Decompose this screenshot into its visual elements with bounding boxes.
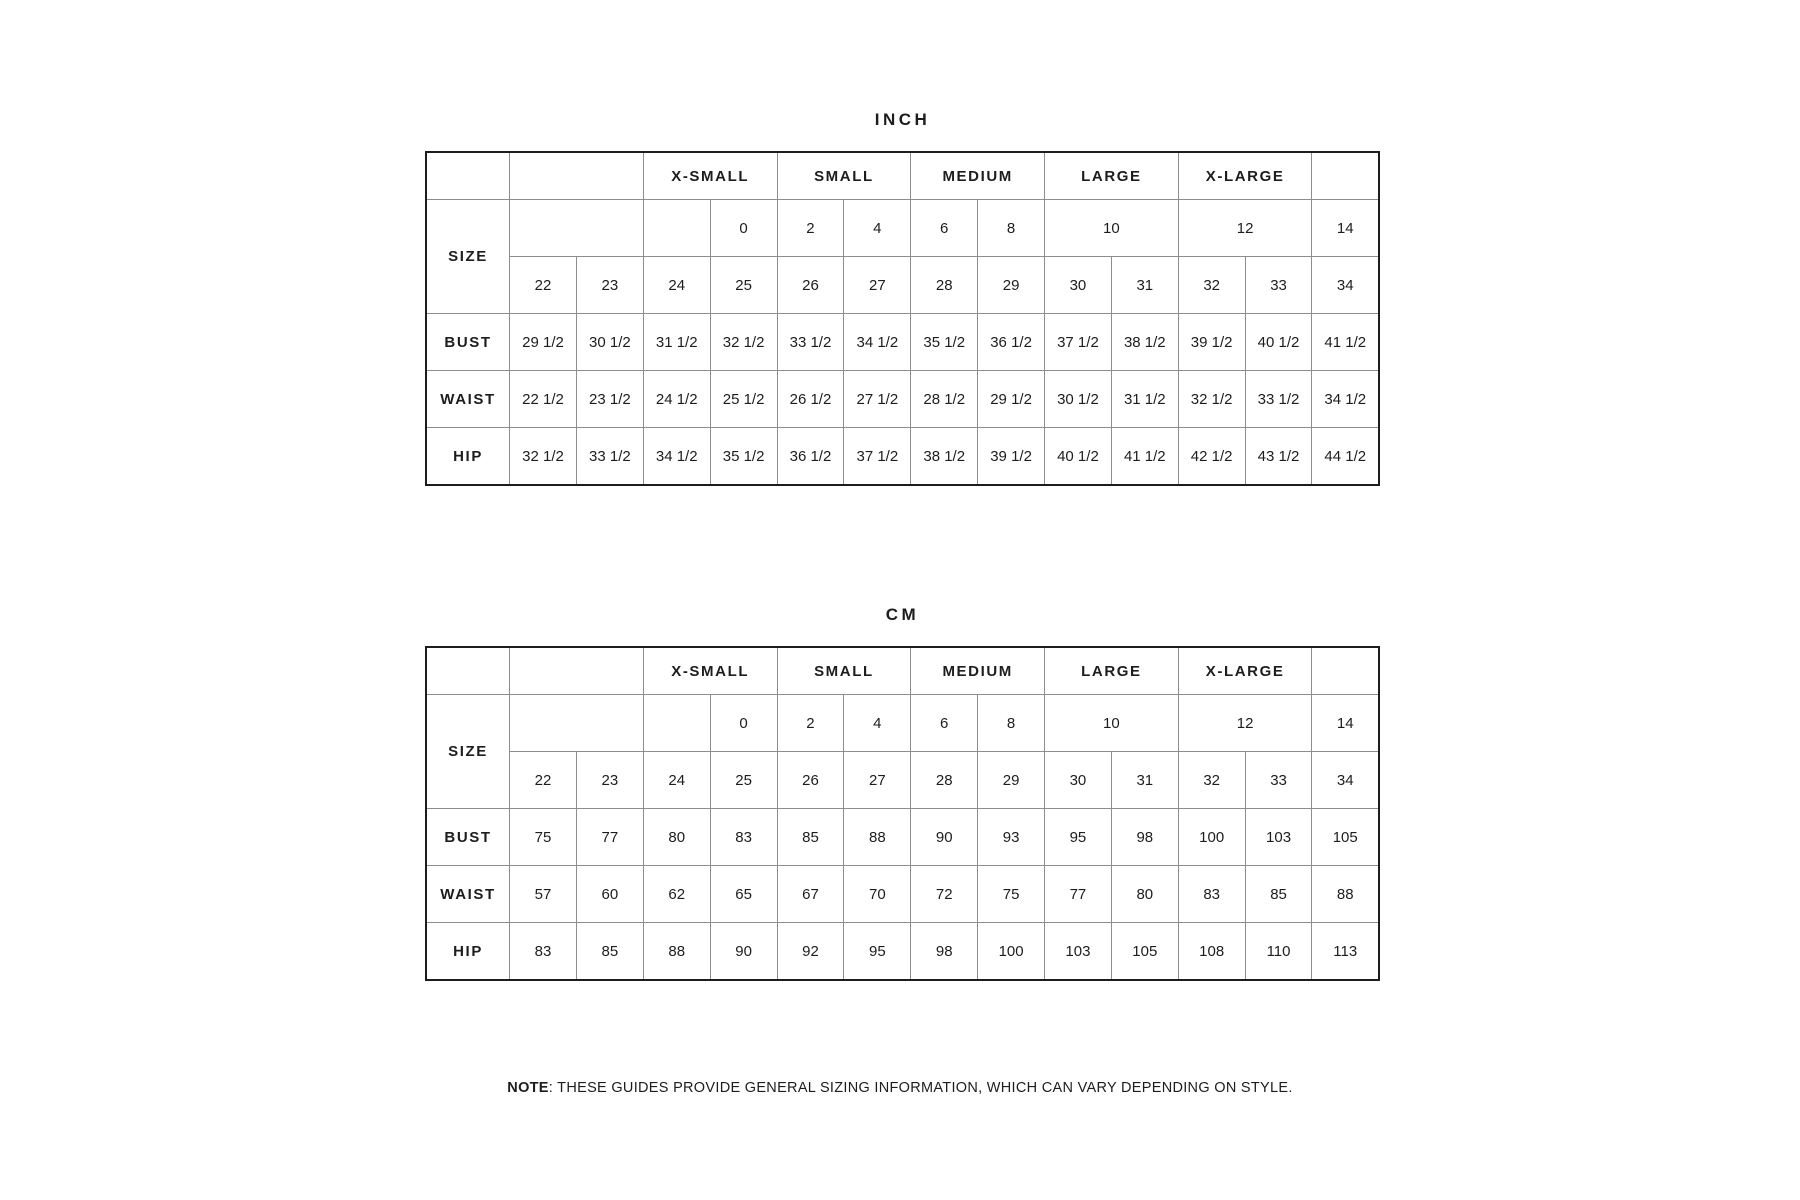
table-row	[426, 923, 1379, 981]
numeric-size-cell: 22	[510, 257, 577, 314]
numeric-size-cell: 32	[1178, 752, 1245, 809]
measure-cell: 33 1/2	[777, 314, 844, 371]
measure-cell: 34 1/2	[844, 314, 911, 371]
measure-cell: 44 1/2	[1312, 428, 1379, 486]
measure-cell: 41 1/2	[1111, 428, 1178, 486]
numeric-size-cell: 26	[777, 752, 844, 809]
group-header-trailing-blank	[1312, 647, 1379, 695]
measure-cell: 29 1/2	[978, 371, 1045, 428]
us-size-cell: 2	[777, 200, 844, 257]
measure-cell: 43 1/2	[1245, 428, 1312, 486]
measure-cell: 98	[911, 923, 978, 981]
measure-cell: 22 1/2	[510, 371, 577, 428]
row-label-hip: HIP	[426, 428, 510, 486]
measure-cell: 75	[978, 866, 1045, 923]
us-size-cell: 0	[710, 695, 777, 752]
measure-cell: 42 1/2	[1178, 428, 1245, 486]
inch-size-chart	[425, 110, 1380, 486]
numeric-size-cell: 33	[1245, 752, 1312, 809]
group-header-medium: MEDIUM	[911, 647, 1045, 695]
measure-cell: 28 1/2	[911, 371, 978, 428]
row-label-size: SIZE	[426, 200, 510, 314]
numeric-size-cell: 33	[1245, 257, 1312, 314]
corner-cell	[426, 152, 510, 200]
us-size-cell: 10	[1045, 695, 1179, 752]
group-header-xlarge: X-LARGE	[1178, 647, 1312, 695]
us-size-cell: 14	[1312, 200, 1379, 257]
measure-cell: 72	[911, 866, 978, 923]
measure-cell: 25 1/2	[710, 371, 777, 428]
measure-cell: 32 1/2	[710, 314, 777, 371]
group-header-blank	[510, 152, 644, 200]
numeric-size-cell: 32	[1178, 257, 1245, 314]
measure-cell: 29 1/2	[510, 314, 577, 371]
group-header-medium: MEDIUM	[911, 152, 1045, 200]
measure-cell: 38 1/2	[1111, 314, 1178, 371]
inch-chart-title: INCH	[874, 110, 931, 129]
measure-cell: 31 1/2	[1111, 371, 1178, 428]
numeric-size-cell: 31	[1111, 257, 1178, 314]
table-row	[426, 257, 1379, 314]
measure-cell: 110	[1245, 923, 1312, 981]
measure-cell: 103	[1045, 923, 1112, 981]
group-header-xsmall: X-SMALL	[643, 647, 777, 695]
measure-cell: 40 1/2	[1245, 314, 1312, 371]
measure-cell: 36 1/2	[978, 314, 1045, 371]
measure-cell: 105	[1111, 923, 1178, 981]
measure-cell: 90	[710, 923, 777, 981]
numeric-size-cell: 26	[777, 257, 844, 314]
numeric-size-cell: 27	[844, 752, 911, 809]
us-size-cell: 8	[978, 200, 1045, 257]
row-label-size: SIZE	[426, 695, 510, 809]
group-header-large: LARGE	[1045, 152, 1179, 200]
measure-cell: 30 1/2	[1045, 371, 1112, 428]
us-size-cell: 10	[1045, 200, 1179, 257]
us-size-cell: 2	[777, 695, 844, 752]
measure-cell: 77	[576, 809, 643, 866]
measure-cell: 39 1/2	[978, 428, 1045, 486]
measure-cell: 85	[1245, 866, 1312, 923]
group-header-xsmall: X-SMALL	[643, 152, 777, 200]
measure-cell: 39 1/2	[1178, 314, 1245, 371]
us-size-cell: 4	[844, 200, 911, 257]
measure-cell: 105	[1312, 809, 1379, 866]
numeric-size-cell: 23	[576, 257, 643, 314]
corner-cell	[426, 647, 510, 695]
us-size-cell: 12	[1178, 695, 1312, 752]
measure-cell: 65	[710, 866, 777, 923]
measure-cell: 35 1/2	[710, 428, 777, 486]
table-row	[426, 314, 1379, 371]
group-header-small: SMALL	[777, 647, 911, 695]
numeric-size-cell: 24	[643, 752, 710, 809]
group-header-xlarge: X-LARGE	[1178, 152, 1312, 200]
measure-cell: 100	[1178, 809, 1245, 866]
numeric-size-cell: 30	[1045, 257, 1112, 314]
numeric-size-cell: 29	[978, 257, 1045, 314]
us-size-cell: 12	[1178, 200, 1312, 257]
measure-cell: 62	[643, 866, 710, 923]
measure-cell: 32 1/2	[510, 428, 577, 486]
measure-cell: 60	[576, 866, 643, 923]
us-size-blank-b	[643, 695, 710, 752]
numeric-size-cell: 27	[844, 257, 911, 314]
measure-cell: 93	[978, 809, 1045, 866]
numeric-size-cell: 25	[710, 752, 777, 809]
row-label-waist: WAIST	[426, 866, 510, 923]
measure-cell: 85	[777, 809, 844, 866]
measure-cell: 88	[1312, 866, 1379, 923]
measure-cell: 88	[844, 809, 911, 866]
table-row	[426, 200, 1379, 257]
measure-cell: 88	[643, 923, 710, 981]
us-size-cell: 14	[1312, 695, 1379, 752]
numeric-size-cell: 31	[1111, 752, 1178, 809]
measure-cell: 80	[1111, 866, 1178, 923]
measure-cell: 75	[510, 809, 577, 866]
measure-cell: 30 1/2	[576, 314, 643, 371]
numeric-size-cell: 24	[643, 257, 710, 314]
measure-cell: 23 1/2	[576, 371, 643, 428]
group-header-blank	[510, 647, 644, 695]
table-row	[426, 866, 1379, 923]
measure-cell: 34 1/2	[643, 428, 710, 486]
measure-cell: 35 1/2	[911, 314, 978, 371]
numeric-size-cell: 28	[911, 257, 978, 314]
numeric-size-cell: 25	[710, 257, 777, 314]
us-size-blank-b	[643, 200, 710, 257]
us-size-blank-a	[510, 200, 644, 257]
measure-cell: 90	[911, 809, 978, 866]
group-header-trailing-blank	[1312, 152, 1379, 200]
us-size-cell: 0	[710, 200, 777, 257]
table-row	[426, 647, 1379, 695]
numeric-size-cell: 34	[1312, 752, 1379, 809]
measure-cell: 95	[1045, 809, 1112, 866]
cm-chart-title: CM	[885, 605, 920, 624]
us-size-blank-a	[510, 695, 644, 752]
measure-cell: 34 1/2	[1312, 371, 1379, 428]
row-label-bust: BUST	[426, 809, 510, 866]
measure-cell: 24 1/2	[643, 371, 710, 428]
row-label-waist: WAIST	[426, 371, 510, 428]
measure-cell: 36 1/2	[777, 428, 844, 486]
inch-table	[425, 151, 1380, 486]
measure-cell: 103	[1245, 809, 1312, 866]
us-size-cell: 6	[911, 695, 978, 752]
measure-cell: 37 1/2	[844, 428, 911, 486]
note-prefix: NOTE	[507, 1080, 549, 1096]
measure-cell: 108	[1178, 923, 1245, 981]
group-header-small: SMALL	[777, 152, 911, 200]
row-label-hip: HIP	[426, 923, 510, 981]
numeric-size-cell: 30	[1045, 752, 1112, 809]
measure-cell: 26 1/2	[777, 371, 844, 428]
measure-cell: 92	[777, 923, 844, 981]
us-size-cell: 8	[978, 695, 1045, 752]
measure-cell: 27 1/2	[844, 371, 911, 428]
measure-cell: 98	[1111, 809, 1178, 866]
table-row	[426, 152, 1379, 200]
cm-table	[425, 646, 1380, 981]
numeric-size-cell: 34	[1312, 257, 1379, 314]
table-row	[426, 428, 1379, 486]
measure-cell: 100	[978, 923, 1045, 981]
measure-cell: 40 1/2	[1045, 428, 1112, 486]
note-text	[0, 1080, 1800, 1096]
measure-cell: 83	[1178, 866, 1245, 923]
measure-cell: 83	[510, 923, 577, 981]
measure-cell: 70	[844, 866, 911, 923]
us-size-cell: 4	[844, 695, 911, 752]
measure-cell: 85	[576, 923, 643, 981]
measure-cell: 33 1/2	[576, 428, 643, 486]
measure-cell: 80	[643, 809, 710, 866]
measure-cell: 113	[1312, 923, 1379, 981]
table-row	[426, 371, 1379, 428]
measure-cell: 38 1/2	[911, 428, 978, 486]
table-row	[426, 752, 1379, 809]
numeric-size-cell: 22	[510, 752, 577, 809]
measure-cell: 31 1/2	[643, 314, 710, 371]
measure-cell: 67	[777, 866, 844, 923]
cm-size-chart	[425, 605, 1380, 981]
measure-cell: 95	[844, 923, 911, 981]
measure-cell: 77	[1045, 866, 1112, 923]
table-row	[426, 809, 1379, 866]
group-header-large: LARGE	[1045, 647, 1179, 695]
us-size-cell: 6	[911, 200, 978, 257]
measure-cell: 32 1/2	[1178, 371, 1245, 428]
measure-cell: 41 1/2	[1312, 314, 1379, 371]
measure-cell: 83	[710, 809, 777, 866]
numeric-size-cell: 29	[978, 752, 1045, 809]
table-row	[426, 695, 1379, 752]
measure-cell: 33 1/2	[1245, 371, 1312, 428]
note-body: : THESE GUIDES PROVIDE GENERAL SIZING INFORMATION, WHICH CAN VARY DEPENDING ON STYLE.	[548, 1080, 1293, 1096]
measure-cell: 37 1/2	[1045, 314, 1112, 371]
measure-cell: 57	[510, 866, 577, 923]
numeric-size-cell: 28	[911, 752, 978, 809]
row-label-bust: BUST	[426, 314, 510, 371]
numeric-size-cell: 23	[576, 752, 643, 809]
